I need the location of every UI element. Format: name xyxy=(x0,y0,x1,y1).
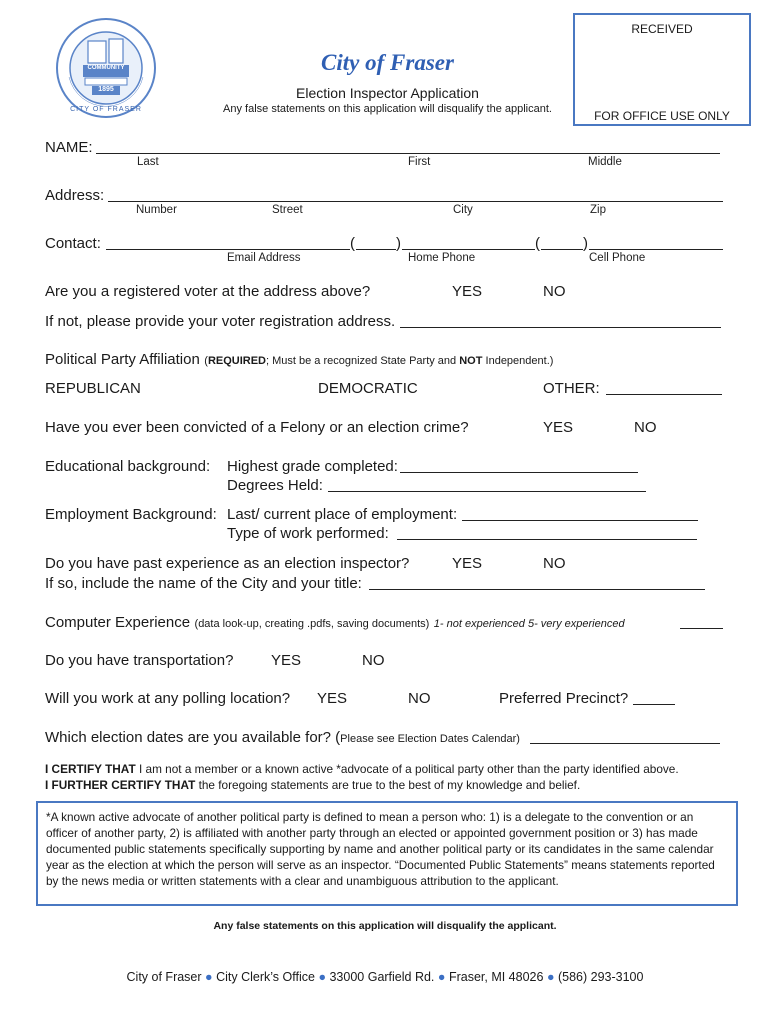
party-note-mid: ; Must be a recognized State Party and xyxy=(266,355,460,367)
home-phone-field[interactable] xyxy=(402,249,535,250)
computer-note: (data look-up, creating .pdfs, saving documents) xyxy=(194,618,430,630)
grade-field[interactable] xyxy=(400,472,638,473)
sub-first: First xyxy=(408,156,431,168)
city-title: City of Fraser xyxy=(321,50,454,75)
address-field[interactable] xyxy=(108,201,723,202)
degrees-field[interactable] xyxy=(328,491,646,492)
certify-line-1 xyxy=(45,762,679,776)
footer-phone: (586) 293-3100 xyxy=(557,970,644,984)
dates-question: Which election dates are you available for? ( xyxy=(45,729,341,746)
footer-separator-icon: ● xyxy=(318,970,326,984)
dates-field[interactable] xyxy=(530,743,720,744)
certify-1-text: I am not a member or a known active *advocate of a political party other than the party identified above. xyxy=(135,762,679,776)
received-label: RECEIVED xyxy=(631,22,693,36)
transport-yes[interactable]: YES xyxy=(271,652,302,669)
felony-yes[interactable]: YES xyxy=(543,419,574,436)
home-paren-open: ( xyxy=(350,235,355,252)
footer xyxy=(0,970,770,984)
footer-separator-icon: ● xyxy=(205,970,213,984)
seal-year: 1895 xyxy=(98,86,114,93)
dates-line xyxy=(45,729,520,747)
sub-last: Last xyxy=(137,156,159,168)
computer-label: Computer Experience xyxy=(45,614,191,631)
certify-1-bold: I CERTIFY THAT xyxy=(45,762,136,776)
polling-yes[interactable]: YES xyxy=(317,690,348,707)
registered-no[interactable]: NO xyxy=(543,283,566,300)
experience-city-title-field[interactable] xyxy=(369,589,705,590)
party-label: Political Party Affiliation xyxy=(45,351,200,368)
seal-banner: COMMUNITY xyxy=(87,65,125,71)
transport-no[interactable]: NO xyxy=(362,652,385,669)
degrees-label: Degrees Held: xyxy=(227,477,323,494)
sub-city: City xyxy=(453,204,473,216)
party-note-open: ( xyxy=(204,355,208,367)
education-label: Educational background: xyxy=(45,458,211,475)
party-line xyxy=(45,351,553,369)
advocate-definition-box: *A known active advocate of another political party is defined to mean a person who: 1) is a delegate to the convention or an officer of another party, 2) is affiliated with another party through an elected or appointed government position or 3) has made documented public statements specifically supporting by name and another political party or its candidates in the same calendar year as the election at which the person will serve as an inspector. “Documented Public Statements” means statements reported by the news media or written statements with a clear and unambiguous attribution to the applicant. xyxy=(36,801,738,906)
party-required: REQUIRED xyxy=(207,355,266,367)
home-area-code-field[interactable] xyxy=(356,249,396,250)
warning-bottom: Any false statements on this application will disqualify the applicant. xyxy=(213,920,557,932)
experience-yes[interactable]: YES xyxy=(452,555,483,572)
party-note-end: Independent.) xyxy=(482,355,554,367)
experience-followup: If so, include the name of the City and your title: xyxy=(45,575,362,592)
experience-question: Do you have past experience as an election inspector? xyxy=(45,555,410,572)
experience-no[interactable]: NO xyxy=(543,555,566,572)
sub-zip: Zip xyxy=(590,204,606,216)
dates-note: Please see Election Dates Calendar) xyxy=(340,733,520,745)
party-democratic[interactable]: DEMOCRATIC xyxy=(318,380,418,397)
registration-followup: If not, please provide your voter registration address. xyxy=(45,313,396,330)
footer-separator-icon: ● xyxy=(437,970,446,984)
home-paren-close: ) xyxy=(396,235,401,252)
footer-separator-icon: ● xyxy=(546,970,555,984)
party-not: NOT xyxy=(459,355,483,367)
sub-home: Home Phone xyxy=(408,252,476,264)
form-title: Election Inspector Application xyxy=(296,85,479,101)
party-republican[interactable]: REPUBLICAN xyxy=(45,380,141,397)
grade-label: Highest grade completed: xyxy=(227,458,398,475)
cell-area-code-field[interactable] xyxy=(541,249,583,250)
footer-city: City of Fraser xyxy=(126,970,202,984)
certify-2-text: the foregoing statements are true to the best of my knowledge and belief. xyxy=(195,778,581,792)
computer-line xyxy=(45,614,625,632)
office-use-box xyxy=(573,13,751,126)
cell-paren-close: ) xyxy=(583,235,588,252)
cell-paren-open: ( xyxy=(535,235,540,252)
computer-rating-field[interactable] xyxy=(680,628,723,629)
precinct-field[interactable] xyxy=(633,704,675,705)
registered-question: Are you a registered voter at the address above? xyxy=(45,283,371,300)
polling-question: Will you work at any polling location? xyxy=(45,690,291,707)
certify-2-bold: I FURTHER CERTIFY THAT xyxy=(45,778,196,792)
sub-number: Number xyxy=(136,204,177,216)
felony-question: Have you ever been convicted of a Felony or an election crime? xyxy=(45,419,469,436)
polling-no[interactable]: NO xyxy=(408,690,431,707)
name-label: NAME: xyxy=(45,139,93,156)
cell-phone-field[interactable] xyxy=(589,249,723,250)
seal-ring-text: CITY OF FRASER xyxy=(70,106,142,113)
felony-no[interactable]: NO xyxy=(634,419,657,436)
name-field[interactable] xyxy=(96,153,720,154)
computer-scale: 1- not experienced 5- very experienced xyxy=(433,618,625,630)
precinct-label: Preferred Precinct? xyxy=(499,690,629,707)
address-label: Address: xyxy=(45,187,105,204)
footer-street: 33000 Garfield Rd. xyxy=(329,970,435,984)
sub-middle: Middle xyxy=(588,156,622,168)
contact-label: Contact: xyxy=(45,235,101,252)
sub-cell: Cell Phone xyxy=(589,252,646,264)
work-type-label: Type of work performed: xyxy=(227,525,389,542)
footer-town: Fraser, MI 48026 xyxy=(448,970,544,984)
party-other-field[interactable] xyxy=(606,394,722,395)
party-other[interactable]: OTHER: xyxy=(543,380,600,397)
sub-email: Email Address xyxy=(227,252,301,264)
work-type-field[interactable] xyxy=(397,539,697,540)
sub-street: Street xyxy=(272,204,303,216)
email-field[interactable] xyxy=(106,249,350,250)
office-use-label: FOR OFFICE USE ONLY xyxy=(594,109,730,123)
employment-place-label: Last/ current place of employment: xyxy=(227,506,458,523)
footer-office: City Clerk’s Office xyxy=(216,970,315,984)
registration-address-field[interactable] xyxy=(400,327,721,328)
registered-yes[interactable]: YES xyxy=(452,283,483,300)
transport-question: Do you have transportation? xyxy=(45,652,234,669)
warning-top: Any false statements on this application will disqualify the applicant. xyxy=(223,103,552,115)
employment-place-field[interactable] xyxy=(462,520,698,521)
employment-label: Employment Background: xyxy=(45,506,217,523)
certify-line-2 xyxy=(45,778,580,792)
